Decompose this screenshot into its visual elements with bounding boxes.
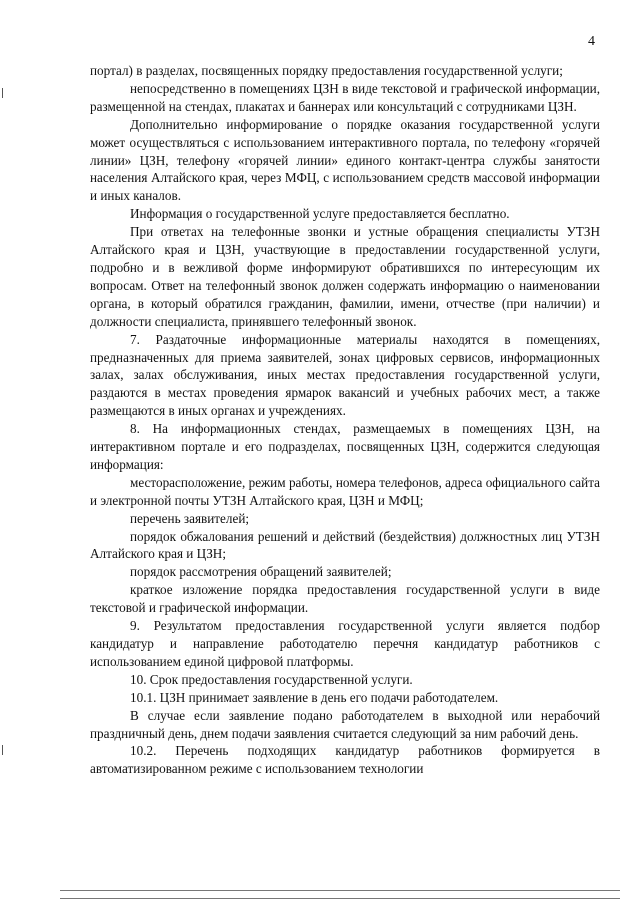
paragraph: 10. Срок предоставления государственной услуги. (130, 671, 413, 687)
paragraph: порядок рассмотрения обращений заявителей; (130, 564, 392, 580)
document-body (90, 62, 600, 778)
paragraph: месторасположение, режим работы, номера телефонов, адреса официального сайта и электронной почты УТЗН Алтайского края, ЦЗН и МФЦ; (90, 474, 600, 508)
page-bottom-edge (60, 898, 620, 899)
paragraph: 8. На информационных стендах, размещаемых в помещениях ЦЗН, на интерактивном портале и его подразделах, посвященных ЦЗН, содержится следующая информация: (90, 421, 600, 472)
paragraph: Дополнительно информирование о порядке оказания государственной услуги может осуществляться с использованием интерактивного портала, по телефону «горячей линии» ЦЗН, телефону «горячей линии» единого контакт-центра службы занятости населения Алтайского края, через МФЦ, с использованием средств массовой информации и иных каналов. (90, 116, 600, 204)
paragraph: 10.1. ЦЗН принимает заявление в день его подачи работодателем. (130, 689, 499, 705)
paragraph: краткое изложение порядка предоставления государственной услуги в виде текстовой и графической информации. (90, 582, 600, 616)
margin-mark (2, 745, 3, 755)
page-number: 4 (588, 34, 595, 49)
page-bottom-edge (60, 890, 620, 891)
paragraph: Информация о государственной услуге предоставляется бесплатно. (130, 206, 510, 222)
margin-mark (2, 88, 3, 98)
paragraph: В случае если заявление подано работодателем в выходной или нерабочий праздничный день, днем подачи заявления считается следующий за ним рабочий день. (90, 707, 600, 741)
paragraph: 10.2. Перечень подходящих кандидатур работников формируется в автоматизированном режиме с использованием технологии (90, 743, 600, 777)
paragraph: непосредственно в помещениях ЦЗН в виде текстовой и графической информации, размещенной на стендах, плакатах и баннерах или консультаций с сотрудниками ЦЗН. (90, 80, 600, 114)
paragraph: 7. Раздаточные информационные материалы находятся в помещениях, предназначенных для приема заявителей, зонах цифровых сервисов, информационных залах, залах обслуживания, иных местах предоставления государственной услуги, раздаются в местах проведения ярмарок вакансий и учебных рабочих мест, а также размещаются в иных органах и учреждениях. (90, 331, 600, 419)
paragraph: портал) в разделах, посвященных порядку предоставления государственной услуги; (90, 63, 563, 78)
paragraph: перечень заявителей; (130, 510, 250, 526)
paragraph: порядок обжалования решений и действий (бездействия) должностных лиц УТЗН Алтайского края и ЦЗН; (90, 528, 600, 562)
paragraph: При ответах на телефонные звонки и устные обращения специалисты УТЗН Алтайского края и ЦЗН, участвующие в предоставлении государственной услуги, подробно и в вежливой форме информируют обратившихся по интересующим их вопросам. Ответ на телефонный звонок должен содержать информацию о наименовании органа, в который обратился гражданин, фамилии, имени, отчестве (при наличии) и должности специалиста, принявшего телефонный звонок. (90, 224, 600, 329)
paragraph: 9. Результатом предоставления государственной услуги является подбор кандидатур и направление работодателю перечня кандидатур работников с использованием единой цифровой платформы. (90, 618, 600, 669)
